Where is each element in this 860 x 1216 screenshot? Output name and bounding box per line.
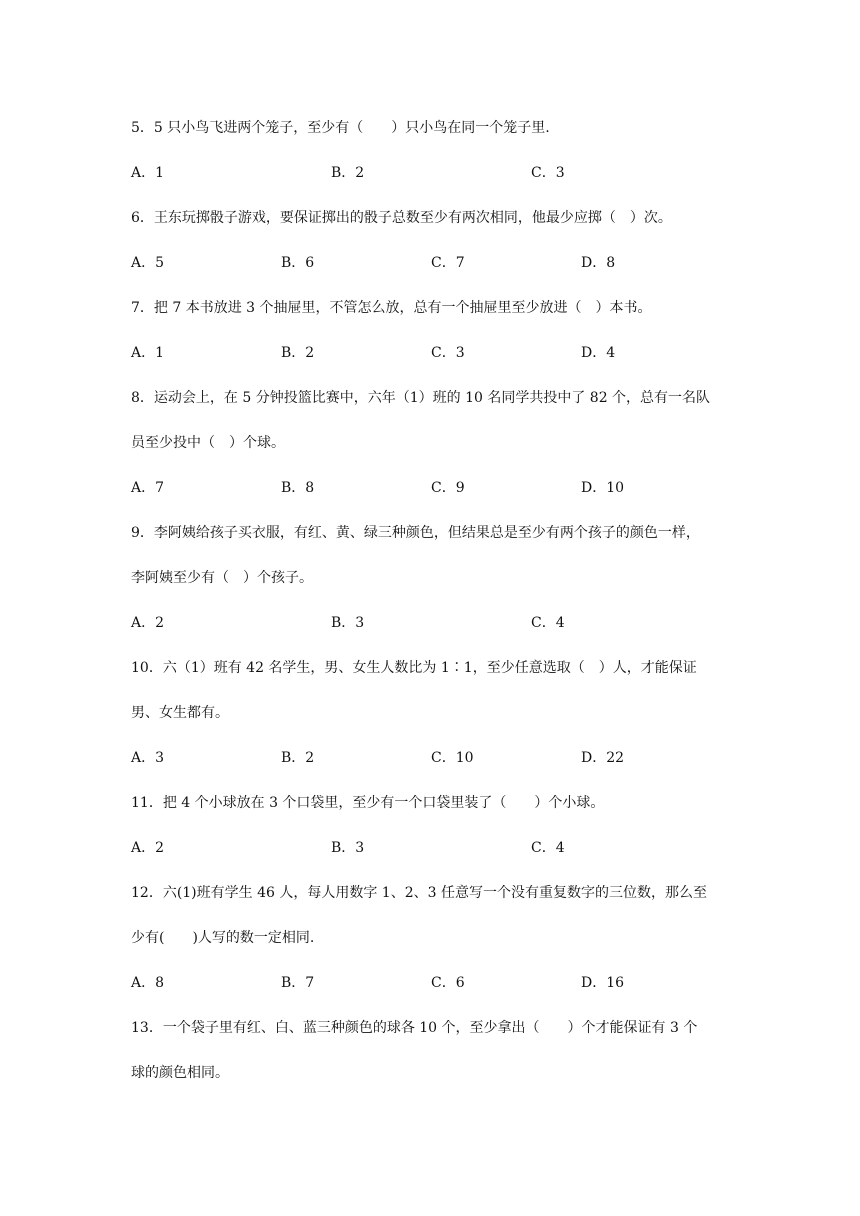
question-12-option-d: D．16: [581, 975, 625, 991]
question-9-text-line-1: 9．李阿姨给孩子买衣服，有红、黄、绿三种颜色，但结果总是至少有两个孩子的颜色一样，: [131, 525, 700, 541]
question-10-text-line-2: 男、女生都有。: [131, 705, 229, 721]
question-7-option-b: B．2: [281, 345, 315, 361]
question-10-option-b: B．2: [281, 750, 315, 766]
question-8-option-d: D．10: [581, 480, 625, 496]
question-10-text-line-1: 10．六（1）班有 42 名学生，男、女生人数比为 1∶1，至少任意选取（ ）人，才能保证: [131, 660, 697, 676]
question-5-option-b: B．2: [331, 165, 365, 181]
question-11-option-b: B．3: [331, 840, 365, 856]
question-12-text-line-1: 12．六(1)班有学生 46 人，每人用数字 1、2、3 任意写一个没有重复数字的三位数，那么至: [131, 885, 707, 901]
question-5-option-a: A．1: [131, 165, 165, 181]
question-13-text-line-2: 球的颜色相同。: [131, 1065, 229, 1081]
question-7-text: 7．把 7 本书放进 3 个抽屉里，不管怎么放，总有一个抽屉里至少放进（ ）本书。: [131, 300, 652, 316]
question-6-text: 6．王东玩掷骰子游戏，要保证掷出的骰子总数至少有两次相同，他最少应掷（ ）次。: [131, 210, 672, 226]
question-9-text-line-2: 李阿姨至少有（ ）个孩子。: [131, 570, 313, 586]
question-6-option-a: A．5: [131, 255, 165, 271]
question-9-option-c: C．4: [531, 615, 565, 631]
question-5-text: 5．5 只小鸟飞进两个笼子，至少有（ ）只小鸟在同一个笼子里.: [131, 120, 550, 136]
question-12-option-a: A．8: [131, 975, 165, 991]
question-8-option-a: A．7: [131, 480, 165, 496]
question-13-text-line-1: 13．一个袋子里有红、白、蓝三种颜色的球各 10 个，至少拿出（ ）个才能保证有 3 个: [131, 1020, 698, 1036]
question-8-text-line-1: 8．运动会上，在 5 分钟投篮比赛中，六年（1）班的 10 名同学共投中了 82 个，总有一名队: [131, 390, 711, 406]
question-9-option-b: B．3: [331, 615, 365, 631]
question-7-option-d: D．4: [581, 345, 616, 361]
question-11-text: 11．把 4 个小球放在 3 个口袋里，至少有一个口袋里装了（ ）个小球。: [131, 795, 605, 811]
question-10-option-c: C．10: [431, 750, 474, 766]
question-7-option-a: A．1: [131, 345, 165, 361]
question-10-option-a: A．3: [131, 750, 165, 766]
question-6-option-c: C．7: [431, 255, 465, 271]
question-7-option-c: C．3: [431, 345, 465, 361]
question-11-option-a: A．2: [131, 840, 165, 856]
question-8-text-line-2: 员至少投中（ ）个球。: [131, 435, 285, 451]
question-9-option-a: A．2: [131, 615, 165, 631]
question-12-option-b: B．7: [281, 975, 315, 991]
question-8-option-b: B．8: [281, 480, 315, 496]
question-12-text-line-2: 少有( )人写的数一定相同.: [131, 930, 315, 946]
question-6-option-b: B．6: [281, 255, 315, 271]
question-6-option-d: D．8: [581, 255, 616, 271]
question-8-option-c: C．9: [431, 480, 465, 496]
question-11-option-c: C．4: [531, 840, 565, 856]
question-5-option-c: C．3: [531, 165, 565, 181]
question-10-option-d: D．22: [581, 750, 625, 766]
question-12-option-c: C．6: [431, 975, 465, 991]
